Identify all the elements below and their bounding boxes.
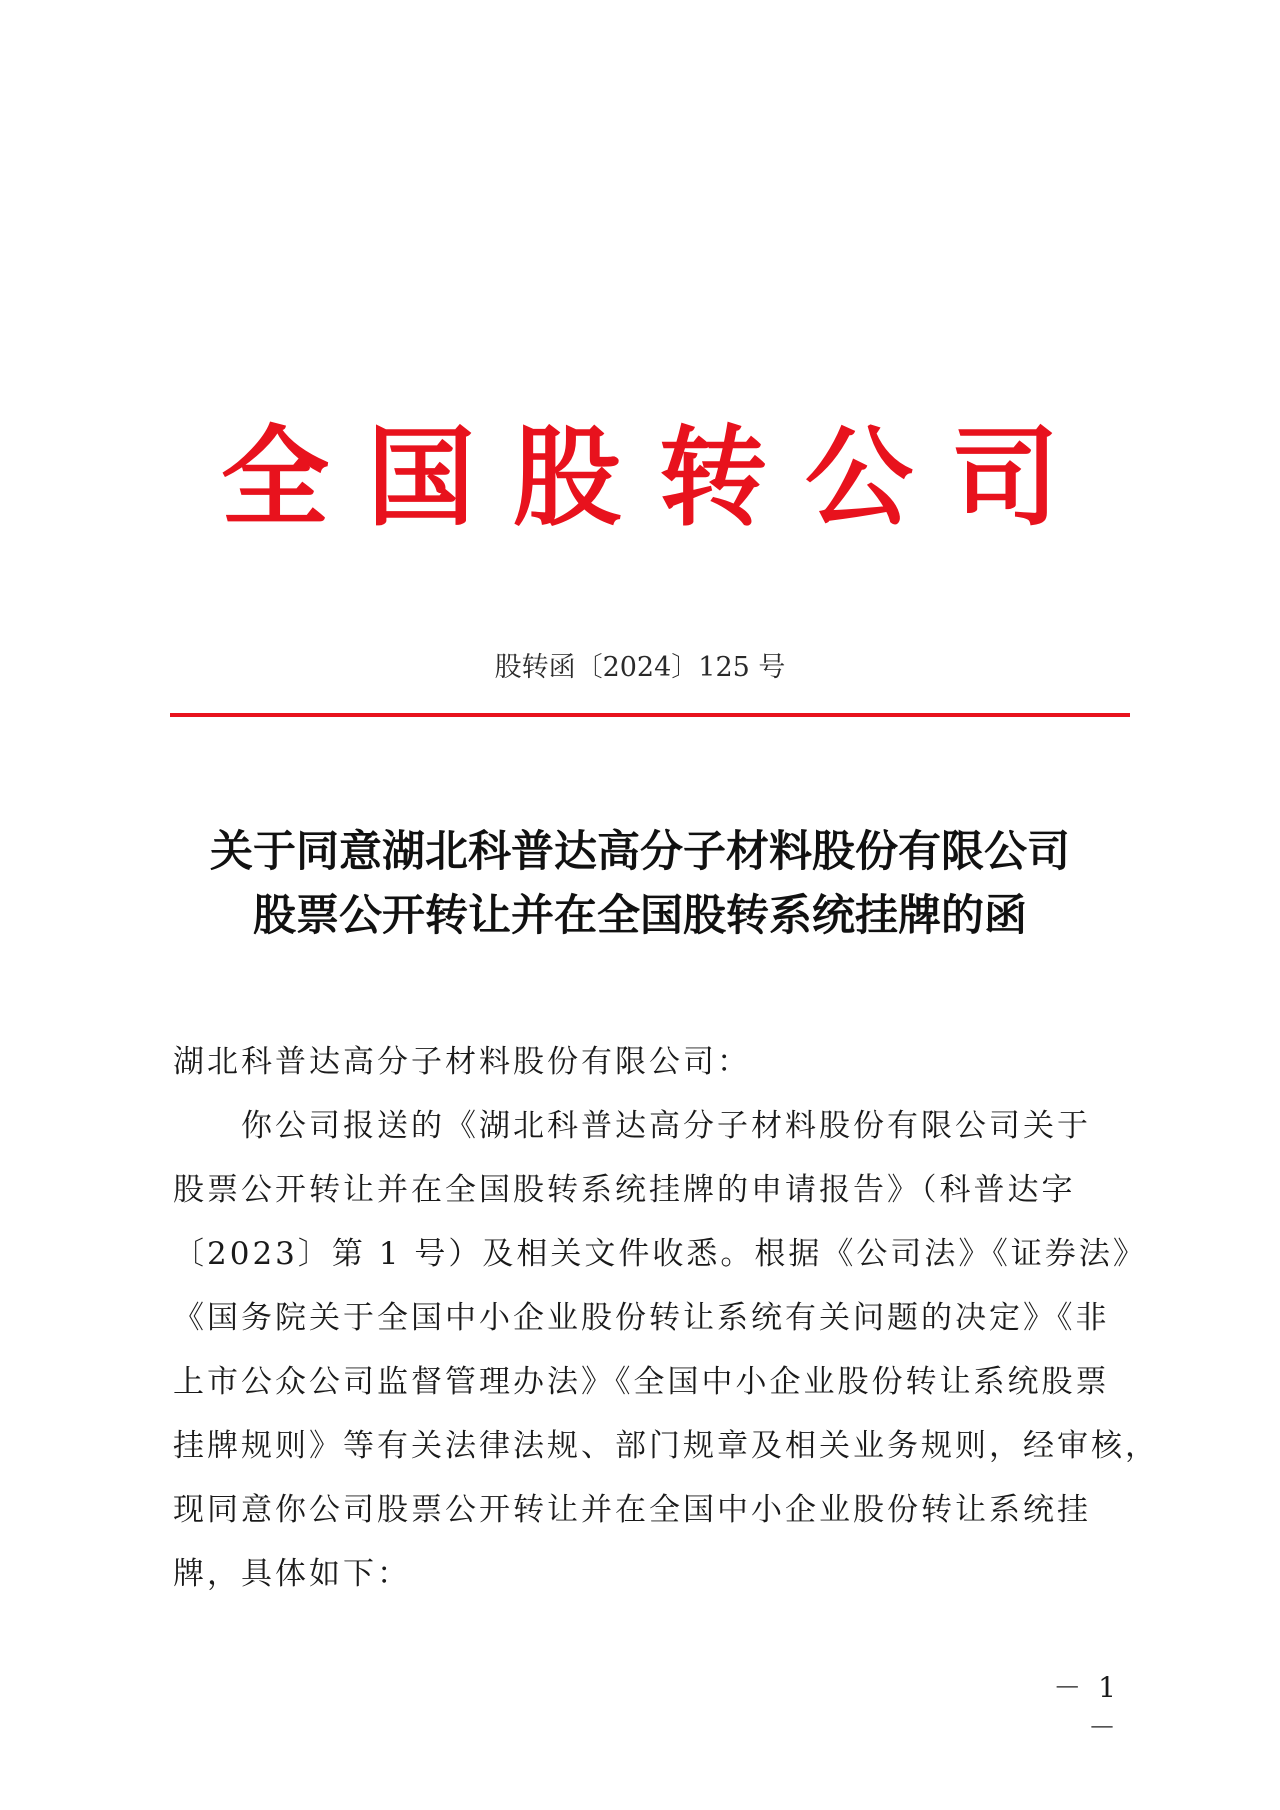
paragraph-line: 现同意你公司股票公开转让并在全国中小企业股份转让系统挂 xyxy=(173,1492,1091,1528)
paragraph-line: 你公司报送的《湖北科普达高分子材料股份有限公司关于 xyxy=(241,1108,1091,1144)
title-line-1: 关于同意湖北科普达高分子材料股份有限公司 xyxy=(210,827,1070,877)
paragraph-line: 上市公众公司监督管理办法》《全国中小企业股份转让系统股票 xyxy=(173,1364,1110,1400)
paragraph-line: 〔2023〕第 1 号）及相关文件收悉。根据《公司法》《证券法》 xyxy=(173,1236,1147,1272)
masthead-title: 全国股转公司 xyxy=(220,415,1097,541)
document-number: 股转函〔2024〕125 号 xyxy=(494,652,786,683)
page-number: － 1 － xyxy=(1053,1671,1120,1744)
paragraph-line: 牌，具体如下： xyxy=(173,1556,411,1592)
paragraph-line: 股票公开转让并在全国股转系统挂牌的申请报告》（科普达字 xyxy=(173,1172,1076,1208)
body-paragraph xyxy=(173,1094,1159,1606)
red-divider-line xyxy=(170,713,1130,717)
paragraph-line: 《国务院关于全国中小企业股份转让系统有关问题的决定》《非 xyxy=(173,1300,1110,1336)
document-title xyxy=(0,820,1280,948)
salutation: 湖北科普达高分子材料股份有限公司： xyxy=(173,1044,751,1080)
paragraph-line: 挂牌规则》等有关法律法规、部门规章及相关业务规则，经审核， xyxy=(173,1428,1159,1464)
title-line-2: 股票公开转让并在全国股转系统挂牌的函 xyxy=(253,891,1027,941)
